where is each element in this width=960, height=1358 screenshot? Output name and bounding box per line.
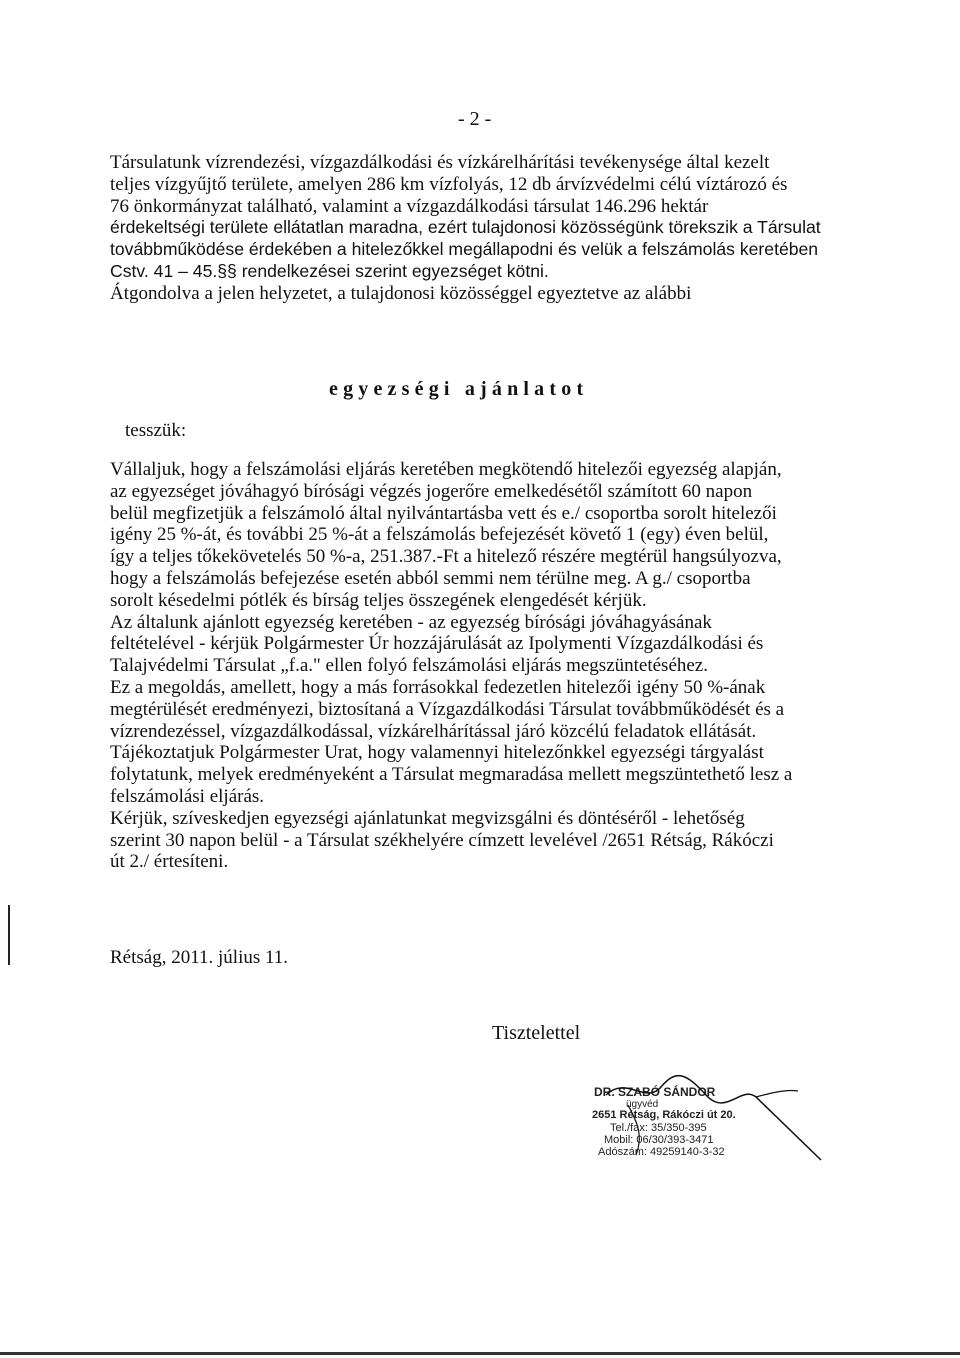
text-line: szerint 30 napon belül - a Társulat székhelyére címzett levelével /2651 Rétság, Rákóczi	[110, 829, 774, 851]
scan-edge-bottom	[0, 1352, 960, 1355]
text-line: így a teljes tőkekövetelés 50 %-a, 251.387.-Ft a hitelező részére megtérül hangsúlyozva,	[110, 546, 782, 568]
text-line: Kérjük, szíveskedjen egyezségi ajánlatunkat megvizsgálni és döntéséről - lehetőség	[110, 807, 745, 829]
text-line: belül megfizetjük a felszámoló által nyilvántartásba vett és e./ csoportba sorolt hitelezői	[110, 502, 777, 524]
stamp-tel: Tel./fax: 35/350-395	[610, 1122, 707, 1134]
scan-edge-left	[8, 905, 10, 965]
tesszuk-label: tesszük:	[125, 420, 187, 441]
text-line: folytatunk, melyek eredményeként a Társulat megmaradása mellett megszüntethető lesz a	[110, 764, 793, 786]
body-paragraphs	[110, 459, 792, 873]
text-line: 76 önkormányzat található, valamint a vízgazdálkodási társulat 146.296 hektár	[110, 195, 709, 217]
text-line: Az általunk ajánlott egyezség keretében - az egyezség bírósági jóváhagyásának	[110, 611, 712, 633]
stamp-tax: Adószám: 49259140-3-32	[598, 1146, 725, 1158]
text-line: érdekeltségi területe ellátatlan maradna, ezért tulajdonosi közösségünk törekszik a Társulat	[110, 217, 821, 238]
lawyer-stamp	[566, 1065, 826, 1175]
text-line: megtérülését eredményezi, biztosítaná a Vízgazdálkodási Társulat továbbműködését és a	[110, 698, 785, 720]
text-line: továbbműködése érdekében a hitelezőkkel megállapodni és velük a felszámolás keretében	[110, 239, 819, 260]
text-line: Ez a megoldás, amellett, hogy a más forrásokkal fedezetlen hitelezői igény 50 %-ának	[110, 676, 766, 698]
text-line: Cstv. 41 – 45.§§ rendelkezései szerint egyezséget kötni.	[110, 260, 549, 281]
stamp-mobile: Mobil: 06/30/393-3471	[604, 1134, 714, 1146]
text-line: sorolt késedelmi pótlék és bírság teljes összegének elengedését kérjük.	[110, 589, 647, 611]
text-line: az egyezséget jóváhagyó bírósági végzés jogerőre emelkedésétől számított 60 napon	[110, 480, 753, 502]
text-line: Tájékoztatjuk Polgármester Urat, hogy valamennyi hitelezőnkkel egyezségi tárgyalást	[110, 742, 764, 764]
page-number: - 2 -	[458, 108, 492, 130]
text-line: igény 25 %-át, és további 25 %-át a felszámolás befejezését követő 1 (egy) éven belül,	[110, 524, 769, 546]
stamp-address: 2651 Rétság, Rákóczi út 20.	[592, 1109, 736, 1121]
stamp-role: ügyvéd	[626, 1099, 659, 1110]
offer-heading: egyezségi ajánlatot	[329, 378, 589, 400]
place-date: Rétság, 2011. július 11.	[110, 947, 289, 968]
text-line: teljes vízgyűjtő területe, amelyen 286 km vízfolyás, 12 db árvízvédelmi célú víztározó és	[110, 173, 788, 195]
text-line: út 2./ értesíteni.	[110, 851, 229, 873]
text-line: vízrendezéssel, vízgazdálkodással, vízkárelhárítással járó közcélú feladatok ellátását.	[110, 720, 757, 742]
handwritten-signature	[566, 1065, 826, 1175]
text-line: felszámolási eljárás.	[110, 785, 265, 807]
text-line: Vállaljuk, hogy a felszámolási eljárás keretében megkötendő hitelezői egyezség alapján,	[110, 459, 782, 480]
intro-paragraph	[110, 152, 821, 305]
text-line: Átgondolva a jelen helyzetet, a tulajdonosi közösséggel egyeztetve az alábbi	[110, 282, 692, 304]
stamp-name: DR. SZABÓ SÁNDOR	[594, 1085, 716, 1099]
text-line: feltételével - kérjük Polgármester Úr hozzájárulását az Ipolymenti Vízgazdálkodási és	[110, 633, 764, 655]
closing-salutation: Tisztelettel	[492, 1022, 581, 1044]
text-line: hogy a felszámolás befejezése esetén abból semmi nem térülne meg. A g./ csoportba	[110, 567, 751, 589]
text-line: Társulatunk vízrendezési, vízgazdálkodási és vízkárelhárítási tevékenysége által kezelt	[110, 152, 770, 173]
text-line: Talajvédelmi Társulat „f.a." ellen folyó felszámolási eljárás megszüntetéséhez.	[110, 655, 708, 677]
